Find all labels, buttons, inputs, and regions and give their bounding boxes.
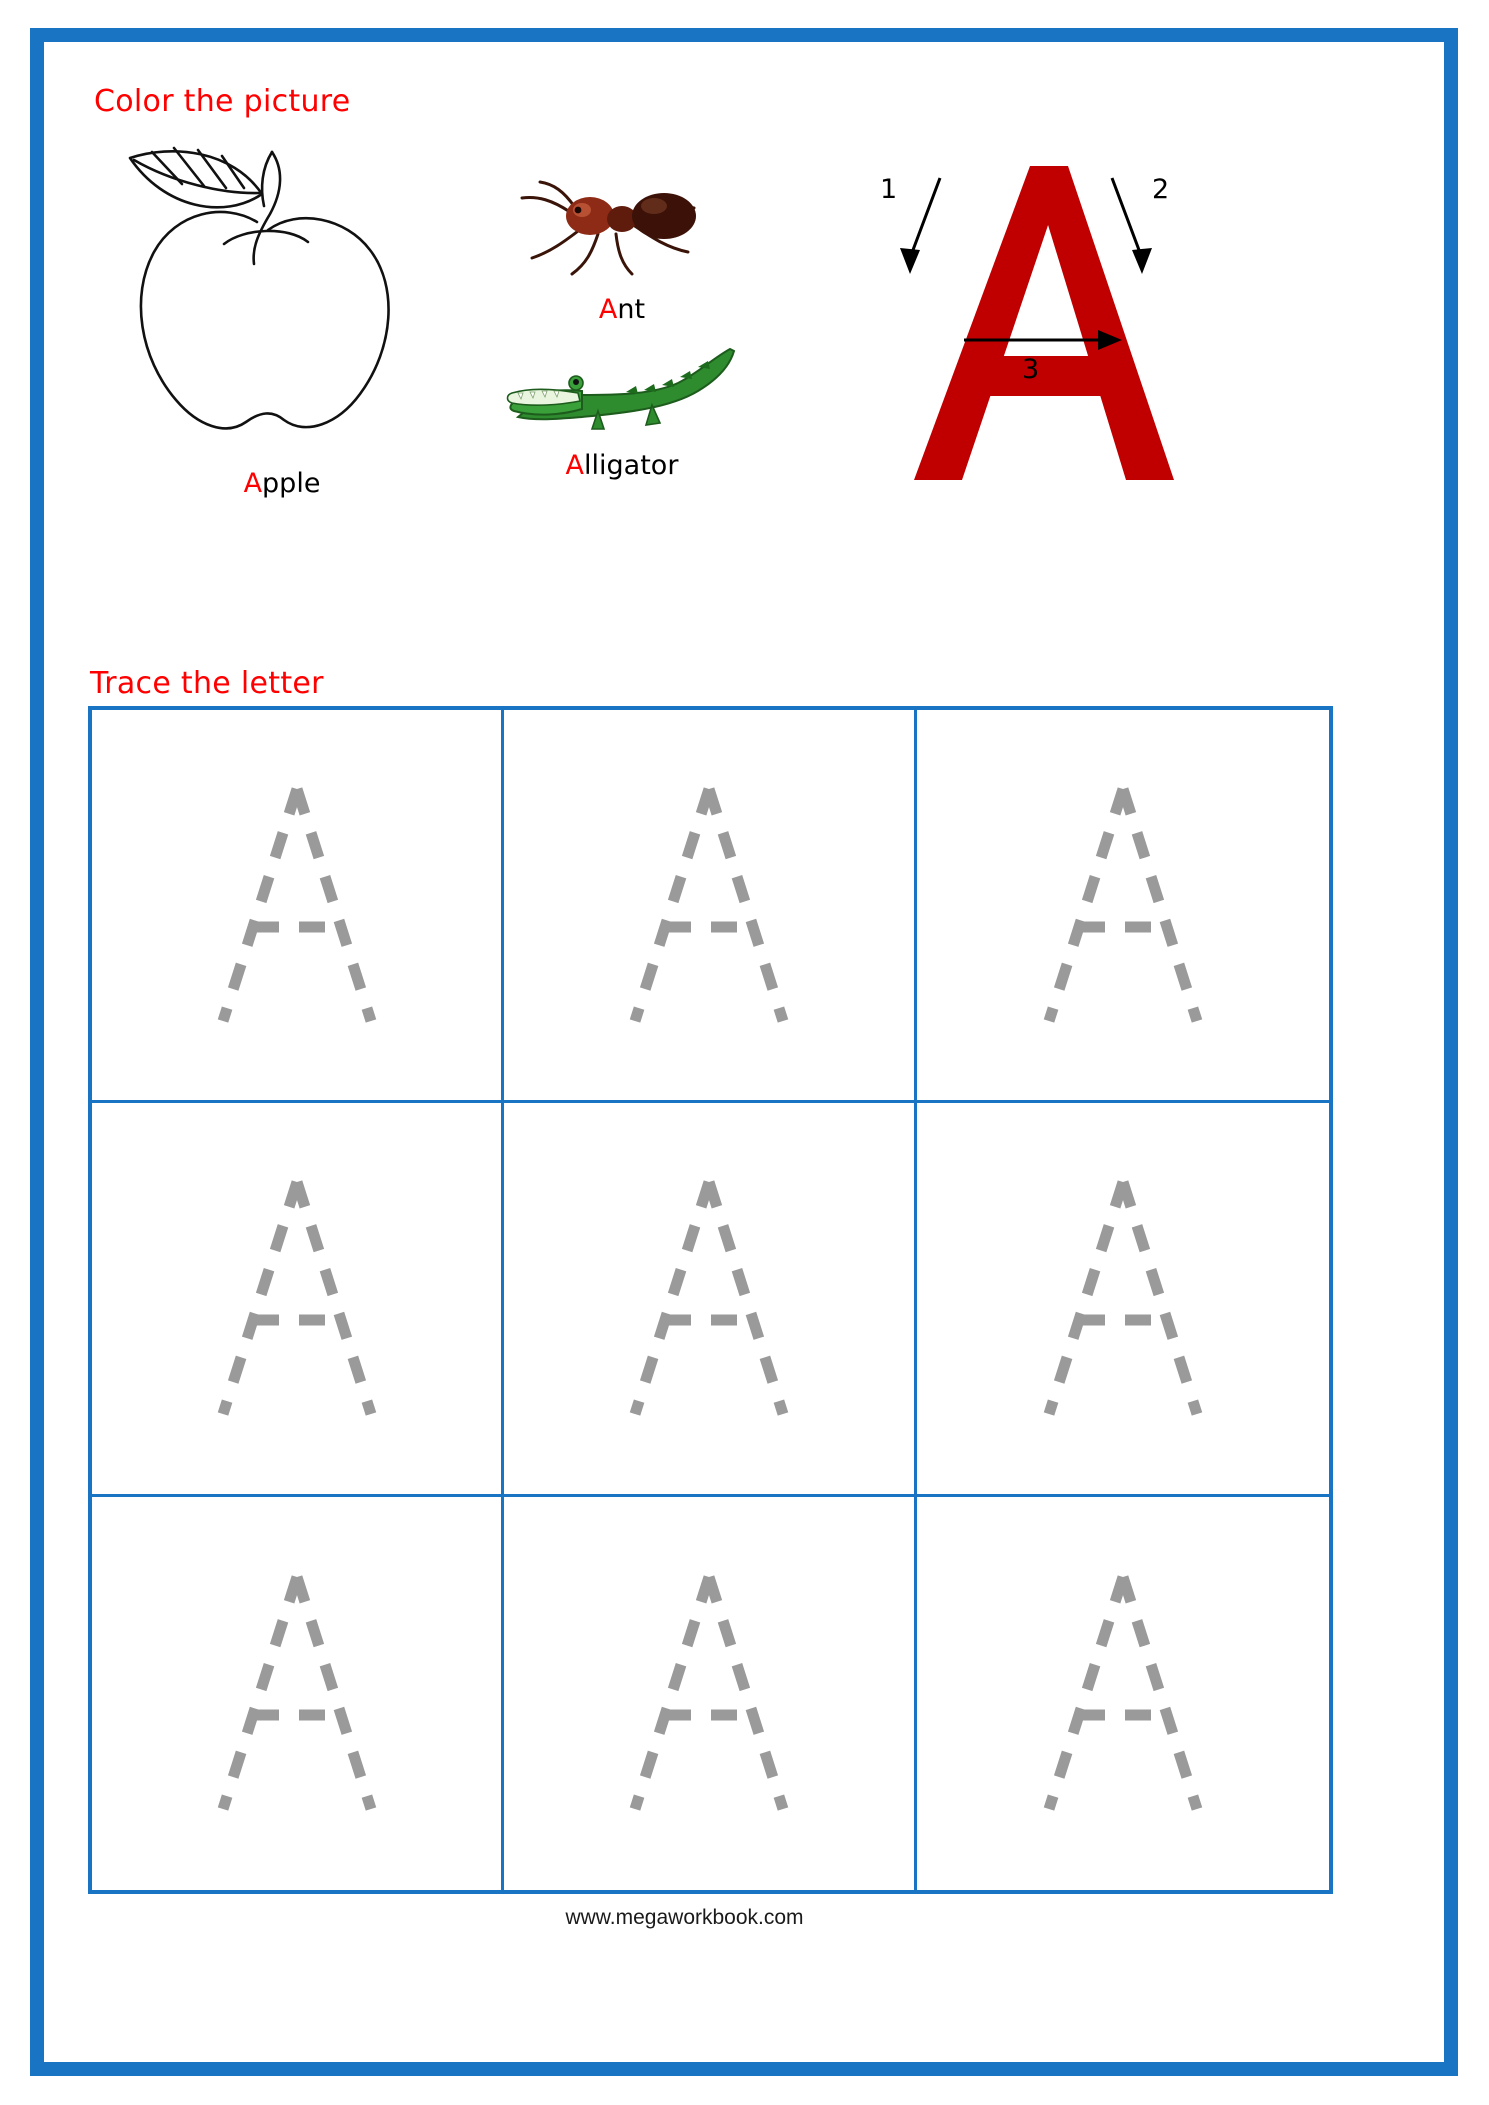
- ant-caption: [492, 294, 752, 325]
- picture-row: [62, 118, 1426, 638]
- apple-outline-icon: [112, 136, 442, 456]
- alligator-caption: [472, 450, 772, 481]
- trace-cell[interactable]: [92, 710, 504, 1103]
- svg-text:2: 2: [1152, 174, 1170, 205]
- trace-cell[interactable]: [504, 1103, 916, 1496]
- svg-text:3: 3: [1022, 354, 1040, 385]
- trace-section-title: Trace the letter: [90, 666, 324, 701]
- apple-caption: [122, 468, 442, 499]
- apple-caption-rest: pple: [262, 468, 321, 499]
- stroke-order-letter-a: [822, 148, 1242, 498]
- alligator-caption-rest: lligator: [584, 450, 679, 481]
- ant-icon: [512, 176, 732, 286]
- trace-cell[interactable]: [504, 1497, 916, 1890]
- footer-url: www.megaworkbook.com: [565, 1906, 804, 1929]
- trace-grid: [88, 706, 1333, 1894]
- alligator-icon: [502, 333, 742, 448]
- trace-cell[interactable]: [92, 1103, 504, 1496]
- trace-cell[interactable]: [504, 710, 916, 1103]
- ant-caption-rest: nt: [617, 294, 646, 325]
- color-section-title: Color the picture: [94, 84, 351, 119]
- svg-text:1: 1: [880, 174, 898, 205]
- trace-cell[interactable]: [917, 1103, 1329, 1496]
- worksheet-content: [62, 58, 1426, 2048]
- apple-caption-first: A: [243, 468, 263, 499]
- trace-cell[interactable]: [917, 1497, 1329, 1890]
- trace-cell[interactable]: [917, 710, 1329, 1103]
- trace-cell[interactable]: [92, 1497, 504, 1890]
- alligator-caption-first: A: [565, 450, 585, 481]
- ant-caption-first: A: [598, 294, 618, 325]
